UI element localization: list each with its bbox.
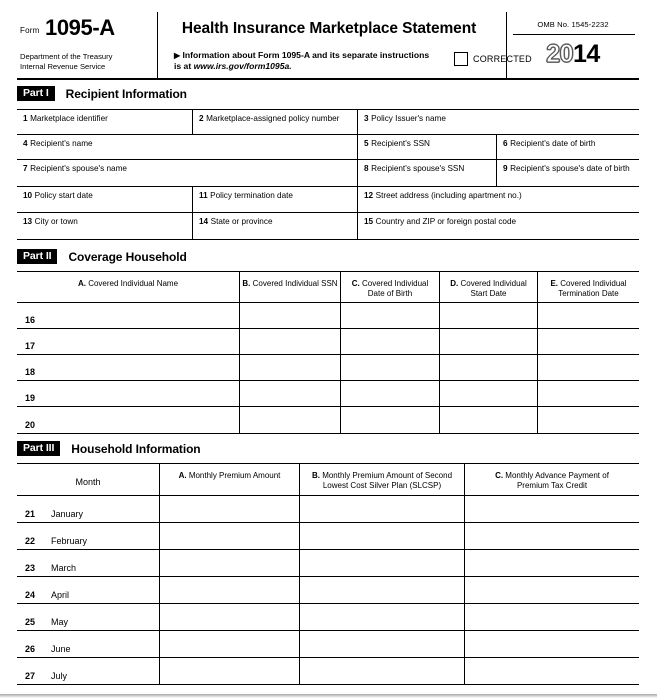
amount-cell[interactable] [465,577,639,604]
part2-header-row [17,272,639,303]
field-14-cell[interactable] [193,213,358,239]
part3-tag: Part III [17,441,60,456]
amount-cell[interactable] [300,550,465,577]
row-number: 19 [25,393,36,403]
covered-data-cell[interactable] [538,407,639,433]
row-number: 26 [25,644,36,654]
table-row [17,329,639,355]
row-number: 27 [25,671,36,681]
month-label: February [51,536,88,546]
part2-col-start-header [440,272,538,303]
amount-cell[interactable] [465,550,639,577]
table-row [17,303,639,329]
part3-rows [17,496,639,685]
part2-col-dob-header [341,272,440,303]
form-header [17,12,639,80]
omb-year-block [507,12,639,78]
field-11-label: 11 Policy termination date [199,191,293,200]
part2-rows [17,303,639,433]
field-5-label: 5 Recipient's SSN [364,139,430,148]
right-triangle-icon: ▶ [174,51,181,60]
field-6-cell[interactable] [497,135,639,160]
month-label: April [51,590,70,600]
amount-cell[interactable] [465,604,639,631]
amount-cell[interactable] [300,496,465,523]
field-4-label: 4 Recipient's name [23,139,93,148]
part2-col-ssn-header [240,272,341,303]
amount-cell[interactable] [300,658,465,685]
table-row [17,407,639,433]
part3-banner [17,441,201,456]
part3-col-b-header [300,464,465,496]
amount-cell[interactable] [160,523,300,550]
month-column-label: Month [75,477,101,487]
tax-year-prefix: 20 [546,40,573,68]
part1-row-3 [17,160,639,187]
field-4-cell[interactable] [17,135,358,160]
amount-cell[interactable] [465,631,639,658]
month-label: June [51,644,71,654]
field-8-cell[interactable] [358,160,497,187]
tax-year [507,39,639,69]
row-number: 16 [25,315,36,325]
covered-data-cell[interactable] [240,303,341,329]
part3-grid [17,463,639,685]
field-1-cell[interactable] [17,110,193,135]
table-row [17,658,639,685]
table-row [17,496,639,523]
month-cell[interactable] [17,496,160,523]
part2-col-a-head: A. Covered Individual Name [77,279,179,288]
part3-header-row [17,464,639,496]
month-cell[interactable] [17,523,160,550]
field-3-cell[interactable] [358,110,639,135]
corrected-checkbox[interactable] [454,52,468,66]
covered-data-cell[interactable] [440,381,538,407]
field-1-label: 1 Marketplace identifier [23,114,108,123]
amount-cell[interactable] [465,523,639,550]
field-2-label: 2 Marketplace-assigned policy number [199,114,340,123]
amount-cell[interactable] [300,577,465,604]
part1-row-2 [17,135,639,160]
covered-data-cell[interactable] [440,303,538,329]
part1-grid [17,109,639,240]
tax-year-suffix: 14 [573,40,600,68]
row-number: 23 [25,563,36,573]
page-bottom-shadow [0,694,657,698]
table-row [17,355,639,381]
part3-col-b-head: B. Monthly Premium Amount of Second Lowest Cost Silver Plan (SLCSP) [311,471,453,490]
amount-cell[interactable] [160,604,300,631]
covered-data-cell[interactable] [240,407,341,433]
month-cell[interactable] [17,577,160,604]
row-number: 21 [25,509,36,519]
part3-title: Household Information [71,441,201,456]
part2-tag: Part II [17,249,57,264]
field-14-label: 14 State or province [199,217,273,226]
page-title: Health Insurance Marketplace Statement [181,20,477,37]
covered-name-cell[interactable] [17,329,240,355]
row-number: 18 [25,367,36,377]
field-6-label: 6 Recipient's date of birth [503,139,596,148]
part3-col-a-head: A. Monthly Premium Amount [178,471,281,480]
covered-name-cell[interactable] [17,381,240,407]
field-7-label: 7 Recipient's spouse's name [23,164,127,173]
amount-cell[interactable] [465,496,639,523]
part2-title: Coverage Household [68,249,187,264]
field-3-label: 3 Policy Issuer's name [364,114,446,123]
row-number: 17 [25,341,36,351]
form-identity-block [17,12,158,78]
field-15-label: 15 Country and ZIP or foreign postal code [364,217,517,226]
part2-banner [17,249,187,264]
field-12-cell[interactable] [358,187,639,213]
row-number: 22 [25,536,36,546]
row-number: 20 [25,420,36,430]
field-15-cell[interactable] [358,213,639,239]
covered-data-cell[interactable] [440,407,538,433]
month-cell[interactable] [17,658,160,685]
field-9-label: 9 Recipient's spouse's date of birth [503,164,630,173]
row-number: 25 [25,617,36,627]
month-label: March [51,563,77,573]
field-11-cell[interactable] [193,187,358,213]
covered-data-cell[interactable] [341,303,440,329]
omb-number: OMB No. 1545-2232 [537,20,609,29]
part2-col-name-header [17,272,240,303]
covered-name-cell[interactable] [17,407,240,433]
amount-cell[interactable] [160,577,300,604]
info-text-line-1: Information about Form 1095-A and its separate instructions [182,50,430,60]
amount-cell[interactable] [160,658,300,685]
field-13-cell[interactable] [17,213,193,239]
part1-row-5 [17,213,639,239]
covered-data-cell[interactable] [440,355,538,381]
info-instructions [174,50,464,72]
table-row [17,381,639,407]
month-label: January [51,509,84,519]
department-block [20,52,152,71]
form-title-block [158,12,532,78]
amount-cell[interactable] [300,604,465,631]
amount-cell[interactable] [160,550,300,577]
row-number: 24 [25,590,36,600]
form-word-label: Form [20,26,40,35]
month-cell[interactable] [17,631,160,658]
field-9-cell[interactable] [497,160,639,187]
covered-name-cell[interactable] [17,355,240,381]
part2-col-term-header [538,272,639,303]
field-10-label: 10 Policy start date [23,191,93,200]
month-cell[interactable] [17,604,160,631]
table-row [17,577,639,604]
part1-banner [17,86,187,101]
amount-cell[interactable] [160,496,300,523]
amount-cell[interactable] [465,658,639,685]
part2-col-d-head: D. Covered Individual Start Date [450,279,527,298]
field-8-label: 8 Recipient's spouse's SSN [364,164,465,173]
field-12-label: 12 Street address (including apartment no.) [364,191,522,200]
corrected-label: CORRECTED [473,54,532,64]
department-line-1: Department of the Treasury [20,52,113,61]
part3-col-c-header [465,464,639,496]
info-text-line-2: is at [174,61,194,71]
month-label: May [51,617,69,627]
covered-data-cell[interactable] [440,329,538,355]
covered-data-cell[interactable] [240,381,341,407]
part1-row-1 [17,110,639,135]
covered-data-cell[interactable] [341,329,440,355]
part3-col-a-header [160,464,300,496]
field-7-cell[interactable] [17,160,358,187]
department-line-2: Internal Revenue Service [20,61,106,71]
irs-form-url[interactable]: www.irs.gov/form1095a. [193,61,292,71]
part1-title: Recipient Information [65,86,187,101]
table-row [17,604,639,631]
omb-divider [513,34,635,35]
month-cell[interactable] [17,550,160,577]
covered-data-cell[interactable] [341,381,440,407]
table-row [17,631,639,658]
part1-tag: Part I [17,86,55,101]
part3-col-c-head: C. Monthly Advance Payment of Premium Tax Credit [495,471,609,490]
covered-data-cell[interactable] [341,407,440,433]
covered-data-cell[interactable] [538,355,639,381]
part2-col-e-head: E. Covered Individual Termination Date [550,279,627,298]
part1-row-4 [17,187,639,213]
field-5-cell[interactable] [358,135,497,160]
amount-cell[interactable] [300,523,465,550]
covered-data-cell[interactable] [538,329,639,355]
part3-month-header [17,464,160,496]
field-2-cell[interactable] [193,110,358,135]
covered-data-cell[interactable] [240,355,341,381]
amount-cell[interactable] [300,631,465,658]
table-row [17,550,639,577]
field-10-cell[interactable] [17,187,193,213]
covered-data-cell[interactable] [538,303,639,329]
covered-data-cell[interactable] [538,381,639,407]
month-label: July [51,671,68,681]
amount-cell[interactable] [160,631,300,658]
part2-col-b-head: B. Covered Individual SSN [242,279,338,288]
field-13-label: 13 City or town [23,217,78,226]
covered-data-cell[interactable] [240,329,341,355]
part2-grid [17,271,639,434]
form-number: 1095-A [45,15,115,40]
covered-name-cell[interactable] [17,303,240,329]
part2-col-c-head: C. Covered Individual Date of Birth [351,279,429,298]
table-row [17,523,639,550]
covered-data-cell[interactable] [341,355,440,381]
